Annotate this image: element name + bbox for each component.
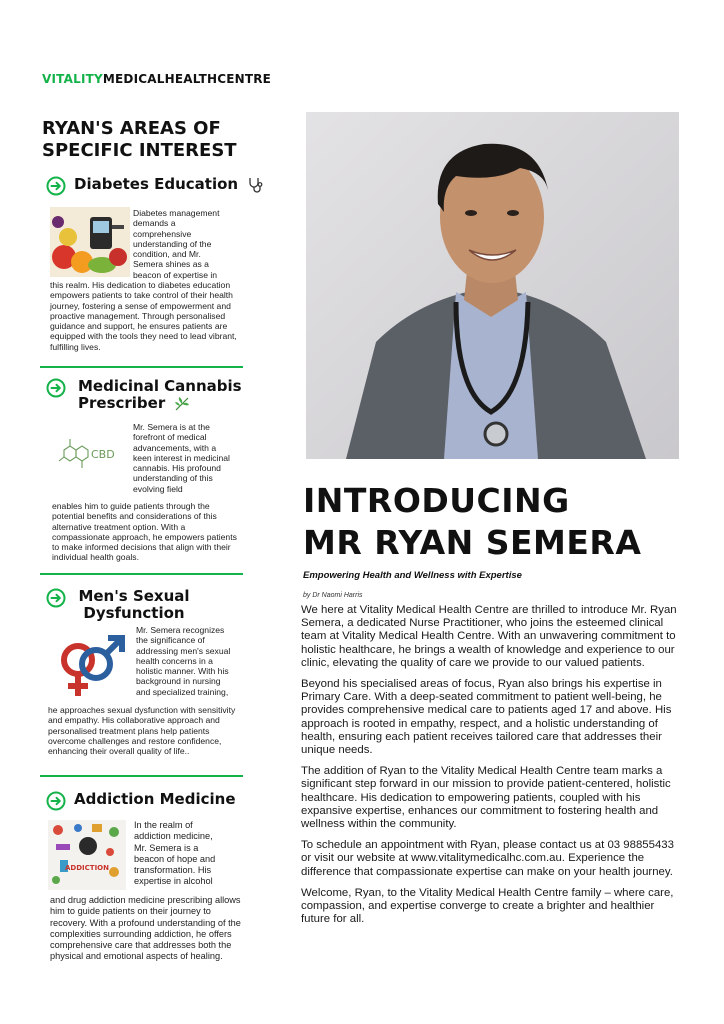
article-paragraph: Welcome, Ryan, to the Vitality Medical Health Centre family – where care, compassion, and expertise converge to create a brighter and healthier future for all. — [301, 886, 674, 926]
arrow-circle-icon — [46, 378, 66, 398]
diabetes-wrap-text: Diabetes management demands a comprehensive understanding of the condition, and Mr. Semera shines as a beacon of expertise in — [133, 208, 220, 280]
cannabis-rest-text: enables him to guide patients through the potential benefits and considerations of this alternative treatment option. With a compassionate approach, he empowers patients to make informed decisions that align with their individual health goals. — [52, 501, 237, 563]
addiction-rest-text: and drug addiction medicine prescribing allows him to guide patients on their journey to recovery. With a profound understanding of the complexities surrounding addiction, he offers comprehensive care that addresses both the physical and emotional aspects of healing. — [50, 895, 241, 962]
mens-health-wrap-text: Mr. Semera recognizes the significance of addressing men's sexual health concerns in a holistic manner. With his background in nursing and specialized training, — [136, 625, 231, 697]
article-byline: by Dr Naomi Harris — [303, 592, 363, 599]
brand-part2: MEDICALHEALTHCENTRE — [102, 72, 272, 86]
headline-line-1: INTRODUCING — [303, 481, 570, 520]
arrow-circle-icon — [46, 176, 66, 196]
section-divider — [40, 366, 243, 368]
brand-part1: VITALITY — [42, 72, 103, 86]
stethoscope-icon — [247, 177, 265, 193]
article-paragraph: The addition of Ryan to the Vitality Medical Health Centre team marks a significant step forward in our mission to provide patient-centered, holistic healthcare. His dedication to empowering patients, coupled with his expansive expertise, enhances our commitment to fostering health and wellness within the community. — [301, 765, 671, 831]
article-paragraph: We here at Vitality Medical Health Centre are thrilled to introduce Mr. Ryan Semera, a dedicated Nurse Practitioner, who joins the esteemed clinical team at Vitality Medical Health Centre. With an unwavering commitment to holistic healthcare, he brings a wealth of knowledge and experience to our clinic, elevating the quality of care we provide to our valued patients. — [301, 604, 677, 669]
article-headline — [303, 480, 641, 564]
gender-symbols-image — [50, 630, 130, 700]
section-heading-diabetes — [46, 176, 265, 196]
article-paragraph: To schedule an appointment with Ryan, please contact us at 03 98855433 or visit our website at www.vitalitymedicalhc.com.au. Experience the difference that compassionate expertise can make on your health journey. — [301, 839, 674, 878]
arrow-circle-icon — [46, 588, 66, 608]
section-title: Addiction Medicine — [74, 790, 236, 808]
headline-line-2: MR RYAN SEMERA — [303, 523, 642, 562]
article-paragraph: Beyond his specialised areas of focus, Ryan also brings his expertise in Primary Care. With a deep-seated commitment to patient well-being, he provides comprehensive medical care to patients aged 17 and above. His approach is rooted in empathy, respect, and a holistic understanding of health, ensuring each patient receives tailored care that addresses their unique needs. — [301, 678, 672, 757]
cbd-label: CBD — [91, 448, 115, 461]
article-subtitle: Empowering Health and Wellness with Expertise — [303, 570, 522, 581]
section-heading-cannabis — [46, 378, 248, 412]
section-divider — [40, 775, 243, 777]
mens-health-rest-text: he approaches sexual dysfunction with sensitivity and empathy. His collaborative approach and personalised treatment plans help patients overcome challenges and restore confidence, enhancing their overall quality of life.. — [48, 705, 236, 757]
addiction-wrap-text: In the realm of addiction medicine, Mr. Semera is a beacon of hope and transformation. His expertise in alcohol — [134, 820, 216, 887]
leaf-icon — [174, 396, 190, 412]
brand-logo — [42, 72, 271, 86]
portrait-photo — [306, 112, 679, 459]
arrow-circle-icon — [46, 791, 66, 811]
addiction-collage-image — [48, 820, 126, 890]
section-divider — [40, 573, 243, 575]
fruit-and-glucose-meter-image — [50, 207, 130, 277]
cbd-molecule-image — [56, 432, 122, 476]
section-title: Diabetes Education — [74, 175, 239, 193]
section-title: Men's Sexual Dysfunction — [78, 587, 190, 622]
section-title: Medicinal Cannabis Prescriber — [78, 377, 242, 412]
portrait-illustration — [306, 112, 679, 459]
left-column-title: RYAN'S AREAS OF SPECIFIC INTEREST — [42, 118, 237, 161]
addiction-label: ADDICTION — [65, 864, 109, 872]
cannabis-wrap-text: Mr. Semera is at the forefront of medical advancements, with a keen interest in medicinal cannabis. His profound understanding of this evolving field — [133, 422, 230, 494]
article-body — [301, 604, 681, 934]
section-heading-addiction — [46, 791, 236, 811]
diabetes-rest-text: this realm. His dedication to diabetes education empowers patients to take control of their health journey, fostering a sense of empowerment and proactive management. Through personalised guidance and support, he ensures patients are equipped with the tools they need to lead vibrant, fulfilling lives. — [50, 280, 237, 352]
section-heading-mens-health — [46, 588, 194, 622]
